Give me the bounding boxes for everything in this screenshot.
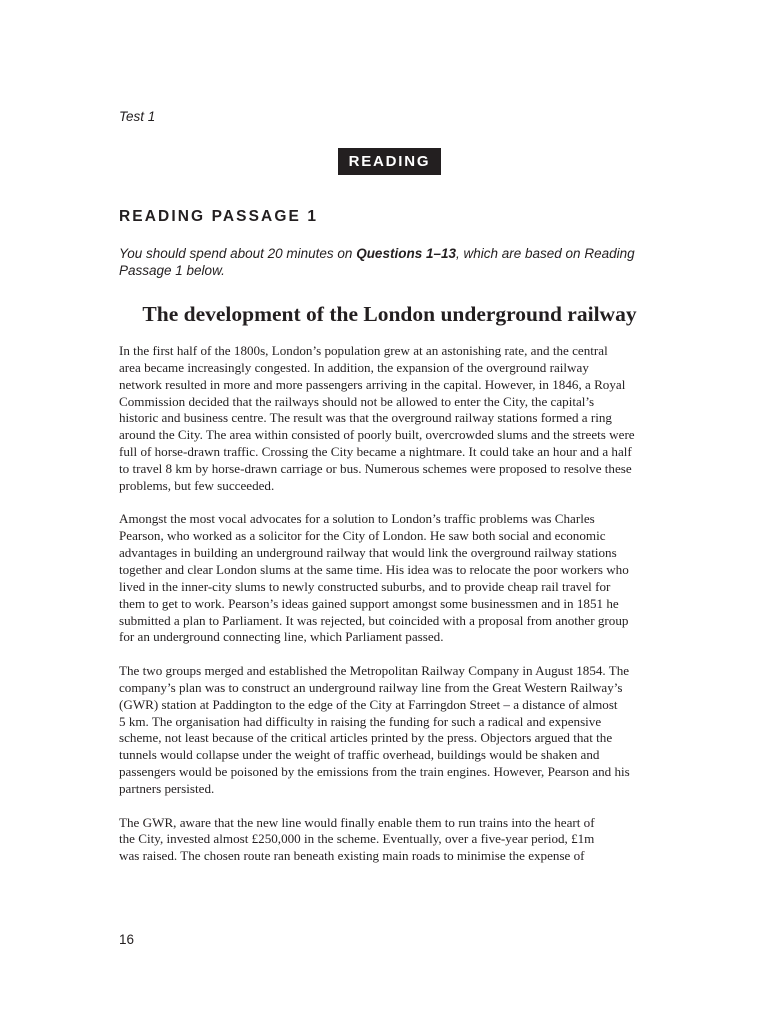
text-line: partners persisted.: [119, 780, 215, 796]
text-line: Amongst the most vocal advocates for a solution to London’s traffic problems was Charles: [119, 511, 595, 527]
text-line: scheme, not least because of the critical articles printed by the press. Objectors argued that the: [119, 730, 613, 746]
text-line: for an underground connecting line, which Parliament passed.: [119, 629, 444, 645]
text-line: Pearson, who worked as a solicitor for the City of London. He saw both social and economic: [119, 528, 606, 544]
text-line: historic and business centre. The result was that the overground railway stations formed a ring: [119, 410, 612, 426]
text-line: lived in the inner-city slums to newly constructed suburbs, and to provide cheap rail travel for: [119, 578, 611, 594]
passage-title: The development of the London underground railway: [142, 302, 637, 326]
text-line: area became increasingly congested. In addition, the expansion of the overground railway: [119, 359, 589, 375]
text-line: (GWR) station at Paddington to the edge of the City at Farringdon Street – a distance of almost: [119, 696, 618, 712]
paragraph: [119, 663, 664, 798]
running-header: Test 1: [119, 109, 156, 124]
page-number: 16: [119, 932, 135, 947]
text-line: full of horse-drawn traffic. Crossing the City became a nightmare. It could take an hour and a half: [119, 444, 632, 460]
text-line: network resulted in more and more passengers arriving in the capital. However, in 1846, a Royal: [119, 376, 626, 392]
text-line: In the first half of the 1800s, London’s population grew at an astonishing rate, and the central: [119, 343, 608, 358]
text-line: submitted a plan to Parliament. It was rejected, but coincided with a proposal from another group: [119, 612, 629, 628]
text-line: the City, invested almost £250,000 in the scheme. Eventually, over a five-year period, £1m: [119, 831, 595, 847]
text-line: to travel 8 km by horse-drawn carriage or bus. Numerous schemes were proposed to resolve these: [119, 460, 632, 476]
instruction-suffix: , which are based on Reading Passage 1 below.: [119, 246, 635, 278]
text-line: tunnels would collapse under the weight of traffic overhead, buildings would be shaken and: [119, 747, 600, 763]
text-line: 5 km. The organisation had difficulty in raising the funding for such a radical and expensive: [119, 713, 602, 729]
text-line: The GWR, aware that the new line would finally enable them to run trains into the heart of: [119, 814, 595, 830]
text-line: The two groups merged and established the Metropolitan Railway Company in August 1854. The: [119, 663, 630, 679]
passage-heading: READING PASSAGE 1: [119, 208, 319, 225]
text-line: around the City. The area within consisted of poorly built, overcrowded slums and the streets were: [119, 427, 635, 443]
text-line: problems, but few succeeded.: [119, 477, 275, 493]
text-line: passengers would be poisoned by the emissions from the train engines. However, Pearson and his: [119, 764, 630, 780]
text-line: company’s plan was to construct an underground railway line from the Great Western Railway’s: [119, 679, 623, 695]
paragraph: [119, 511, 664, 646]
paragraph: [119, 343, 664, 495]
paragraph: [119, 815, 664, 866]
text-line: Commission decided that the railways should not be allowed to enter the City, the capital’s: [119, 393, 595, 409]
text-line: was raised. The chosen route ran beneath existing main roads to minimise the expense of: [119, 848, 585, 864]
instruction-questions: Questions 1–13: [356, 246, 456, 261]
instructions: [119, 245, 664, 279]
text-line: together and clear London slums at the same time. His idea was to relocate the poor workers who: [119, 561, 629, 577]
passage-body: [119, 343, 664, 882]
section-banner: READING: [338, 148, 441, 175]
instruction-prefix: You should spend about 20 minutes on: [119, 246, 357, 261]
text-line: advantages in building an underground railway that would link the overground railway stations: [119, 545, 617, 561]
text-line: them to get to work. Pearson’s ideas gained support amongst some businessmen and in 1851 he: [119, 595, 619, 611]
